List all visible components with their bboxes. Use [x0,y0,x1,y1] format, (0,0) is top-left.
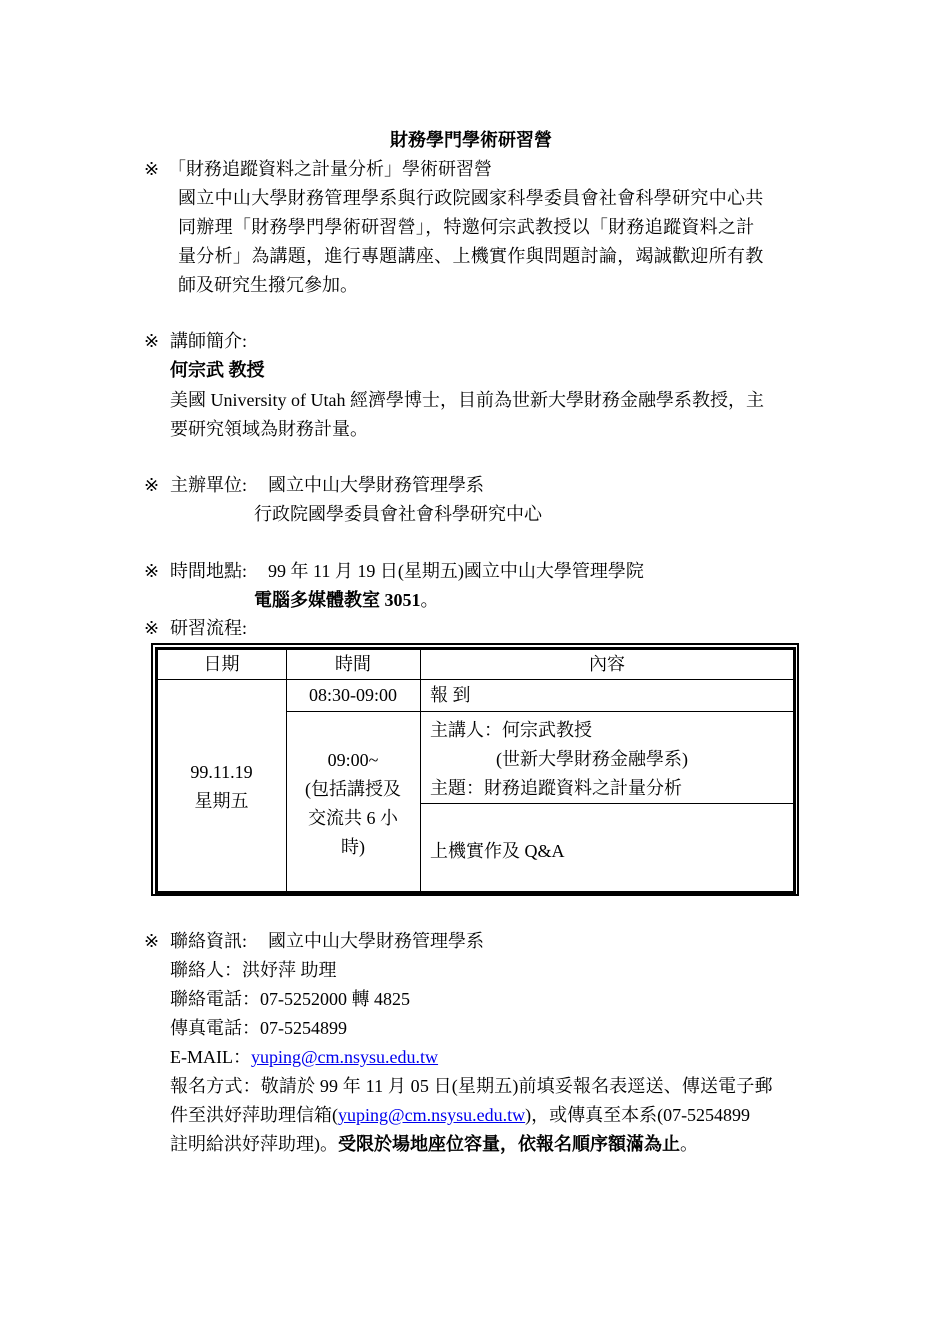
table-header-date: 日期 [203,654,240,674]
table-date-line: 99.11.19 [190,762,253,782]
venue-room-suffix: 。 [420,590,439,610]
registration-text: )，或傳真至本系(07-5254899 [525,1105,751,1125]
page-title: 財務學門學術研習營 [390,130,552,150]
speaker-name: 何宗武 教授 [170,360,265,380]
table-content-cell: 上機實作及 Q&A [430,841,565,861]
intro-line: 同辦理「財務學門學術研習營」，特邀何宗武教授以「財務追蹤資料之計 [178,217,755,237]
registration-line [170,1130,698,1159]
venue-room-name: 電腦多媒體教室 3051 [254,590,421,610]
speaker-bio-line: 美國 University of Utah 經濟學博士，目前為世新大學財務金融學系教授，主 [170,390,764,410]
contact-org: 國立中山大學財務管理學系 [268,931,484,951]
schedule-label: 研習流程: [170,618,248,638]
intro-line: 國立中山大學財務管理學系與行政院國家科學委員會社會科學研究中心共 [178,188,764,208]
reference-mark: ※ [144,331,160,351]
speaker-bio-line: 要研究領域為財務計量。 [170,419,368,439]
reference-mark: ※ [144,475,160,495]
speaker-heading: 講師簡介: [170,331,248,351]
contact-fax: 傳真電話：07-5254899 [170,1018,347,1038]
table-content-line: 主講人：何宗武教授 [430,720,592,740]
venue-room [254,586,439,615]
table-date-line: 星期五 [194,791,249,811]
table-time-line: 交流共 6 小 [308,808,398,828]
intro-line: 量分析」為講題，進行專題講座、上機實作與問題討論，竭誠歡迎所有教 [178,246,764,266]
intro-line: 師及研究生撥冗參加。 [178,275,358,295]
table-header-content: 內容 [589,654,625,674]
table-date-cell [157,758,286,816]
reference-mark: ※ [144,159,160,179]
contact-label: 聯絡資訊: [170,931,248,951]
organizer-line: 行政院國學委員會社會科學研究中心 [254,504,542,524]
intro-heading: 「財務追蹤資料之計量分析」學術研習營 [168,159,492,179]
contact-email-row [170,1043,438,1072]
table-header-time: 時間 [335,654,371,674]
registration-email-link[interactable]: yuping@cm.nsysu.edu.tw [338,1105,526,1125]
registration-text: 註明給洪妤萍助理)。 [170,1134,338,1154]
table-content-cell: 報 到 [430,685,471,705]
table-divider [420,803,794,804]
table-content-line: (世新大學財務金融學系) [496,749,688,769]
table-time-line: 時) [341,837,365,857]
organizer-label: 主辦單位: [170,475,248,495]
venue-label: 時間地點: [170,561,248,581]
contact-email-label: E-MAIL： [170,1047,251,1067]
registration-text: 。 [680,1134,698,1154]
contact-email-link[interactable]: yuping@cm.nsysu.edu.tw [250,1047,439,1067]
reference-mark: ※ [144,618,160,638]
table-time-cell: 08:30-09:00 [309,685,397,705]
organizer-line: 國立中山大學財務管理學系 [268,475,484,495]
table-content-line: 主題：財務追蹤資料之計量分析 [430,778,682,798]
table-divider [420,649,421,892]
contact-person: 聯絡人：洪妤萍 助理 [170,960,337,980]
table-time-line: (包括講授及 [305,779,401,799]
reference-mark: ※ [144,931,160,951]
table-divider [157,679,794,680]
table-time-line: 09:00~ [327,750,379,770]
contact-phone: 聯絡電話：07-5252000 轉 4825 [170,989,410,1009]
venue-line: 99 年 11 月 19 日(星期五)國立中山大學管理學院 [268,561,644,581]
registration-notice: 受限於場地座位容量，依報名順序額滿為止 [338,1134,680,1154]
reference-mark: ※ [144,561,160,581]
registration-line: 報名方式：敬請於 99 年 11 月 05 日(星期五)前填妥報名表逕送、傳送電子郵 [170,1076,773,1096]
registration-line [170,1101,750,1130]
registration-text: 件至洪妤萍助理信箱( [170,1105,338,1125]
table-time-cell [286,746,420,862]
table-divider [286,711,794,712]
